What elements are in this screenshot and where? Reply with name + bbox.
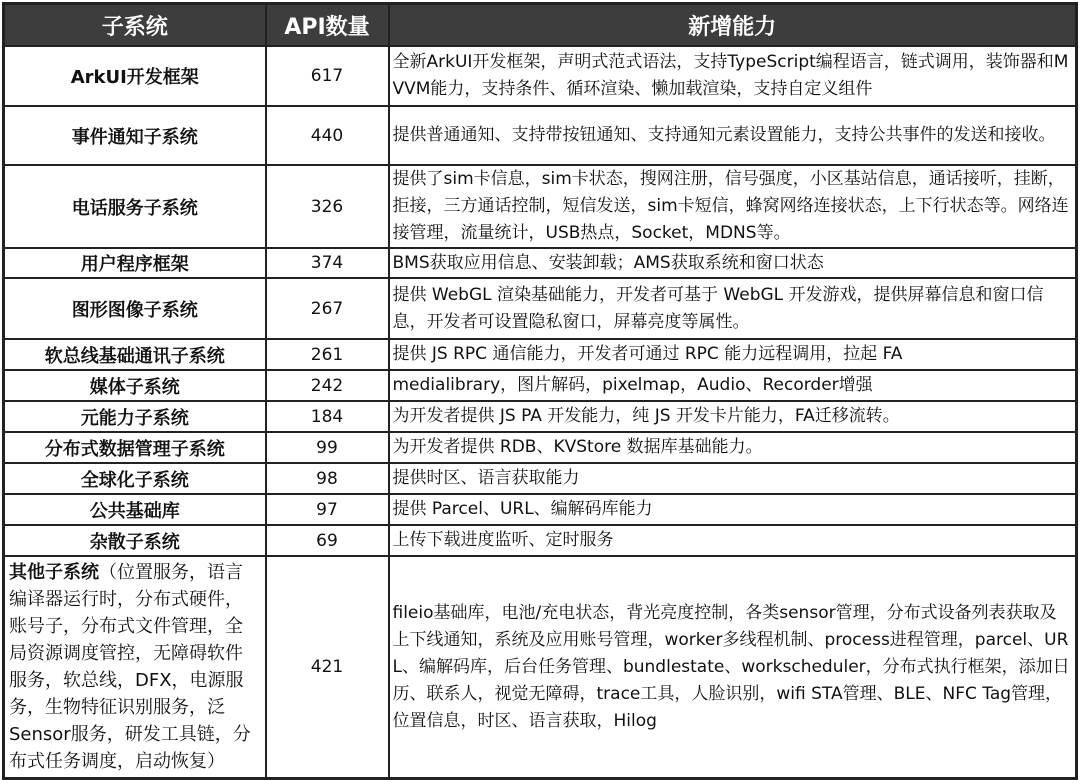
api-count-cell: 374	[266, 248, 389, 278]
table-row-other-subsystems	[4, 556, 1077, 779]
table-row	[4, 248, 1077, 278]
capability-cell: fileio基础库，电池/充电状态，背光亮度控制，各类sensor管理，分布式设备列表获取及上下线通知，系统及应用账号管理，worker多线程机制、process进程管理，parcel、URL、编解码库，后台任务管理、bundlestate、workscheduler，分布式执行框架，添加日历、联系人，视觉无障碍，trace工具，人脸识别，wifi STA管理、BLE、NFC Tag管理，位置信息，时区、语言获取，Hilog	[389, 556, 1077, 779]
api-count-cell: 242	[266, 370, 389, 401]
capability-cell: 为开发者提供 RDB、KVStore 数据库基础能力。	[389, 432, 1077, 463]
subsystem-cell: 电话服务子系统	[4, 165, 266, 248]
table-row	[4, 370, 1077, 401]
capability-cell: 提供了sim卡信息，sim卡状态，搜网注册，信号强度，小区基站信息，通话接听，挂断，拒接，三方通话控制，短信发送，sim卡短信，蜂窝网络连接状态，上下行状态等。网络连接管理，流量统计，USB热点，Socket，MDNS等。	[389, 165, 1077, 248]
capability-cell: 提供 WebGL 渲染基础能力，开发者可基于 WebGL 开发游戏，提供屏幕信息和窗口信息，开发者可设置隐私窗口，屏幕亮度等属性。	[389, 278, 1077, 339]
header-subsystem: 子系统	[4, 4, 266, 47]
capability-cell: 为开发者提供 JS PA 开发能力，纯 JS 开发卡片能力，FA迁移流转。	[389, 401, 1077, 432]
api-count-cell: 69	[266, 525, 389, 556]
api-count-cell: 184	[266, 401, 389, 432]
subsystem-cell: 事件通知子系统	[4, 106, 266, 165]
api-count-cell: 326	[266, 165, 389, 248]
subsystem-cell: 杂散子系统	[4, 525, 266, 556]
header-api-count: API数量	[266, 4, 389, 47]
subsystem-cell: 媒体子系统	[4, 370, 266, 401]
api-count-cell: 98	[266, 463, 389, 494]
capability-cell: 提供 Parcel、URL、编解码库能力	[389, 494, 1077, 525]
table-row	[4, 463, 1077, 494]
api-count-cell: 421	[266, 556, 389, 779]
api-count-cell: 440	[266, 106, 389, 165]
capability-cell: 提供普通通知、支持带按钮通知、支持通知元素设置能力，支持公共事件的发送和接收。	[389, 106, 1077, 165]
capability-cell: BMS获取应用信息、安装卸载；AMS获取系统和窗口状态	[389, 248, 1077, 278]
subsystem-cell: 图形图像子系统	[4, 278, 266, 339]
subsystem-cell: 元能力子系统	[4, 401, 266, 432]
table-row	[4, 278, 1077, 339]
api-count-cell: 617	[266, 46, 389, 106]
subsystem-detail: （位置服务，语言编译器运行时，分布式硬件，账号子，分布式文件管理，全局资源调度管控，无障碍软件服务，软总线，DFX，电源服务，生物特征识别服务，泛Sensor服务，研发工具链，分布式任务调度，启动恢复）	[9, 562, 251, 772]
capability-cell: 提供 JS RPC 通信能力，开发者可通过 RPC 能力远程调用，拉起 FA	[389, 339, 1077, 370]
table-row	[4, 432, 1077, 463]
subsystem-cell: 用户程序框架	[4, 248, 266, 278]
subsystem-name: 其他子系统	[9, 562, 99, 583]
table-row	[4, 494, 1077, 525]
subsystem-cell: 公共基础库	[4, 494, 266, 525]
capability-cell: 上传下载进度监听、定时服务	[389, 525, 1077, 556]
subsystem-cell: 软总线基础通讯子系统	[4, 339, 266, 370]
subsystem-cell	[4, 556, 266, 779]
capability-cell: 提供时区、语言获取能力	[389, 463, 1077, 494]
table-row	[4, 165, 1077, 248]
capability-cell: medialibrary，图片解码，pixelmap，Audio、Recorder增强	[389, 370, 1077, 401]
header-capability: 新增能力	[389, 4, 1077, 47]
subsystem-cell: ArkUI开发框架	[4, 46, 266, 106]
header-row	[4, 4, 1077, 47]
capability-cell: 全新ArkUI开发框架，声明式范式语法，支持TypeScript编程语言，链式调用，装饰器和MVVM能力，支持条件、循环渲染、懒加载渲染，支持自定义组件	[389, 46, 1077, 106]
api-count-cell: 99	[266, 432, 389, 463]
subsystem-cell: 全球化子系统	[4, 463, 266, 494]
table-row	[4, 106, 1077, 165]
api-count-cell: 267	[266, 278, 389, 339]
api-count-cell: 261	[266, 339, 389, 370]
api-table	[2, 2, 1078, 780]
table-row	[4, 339, 1077, 370]
table-row	[4, 46, 1077, 106]
table-row	[4, 525, 1077, 556]
subsystem-cell: 分布式数据管理子系统	[4, 432, 266, 463]
api-count-cell: 97	[266, 494, 389, 525]
table-row	[4, 401, 1077, 432]
